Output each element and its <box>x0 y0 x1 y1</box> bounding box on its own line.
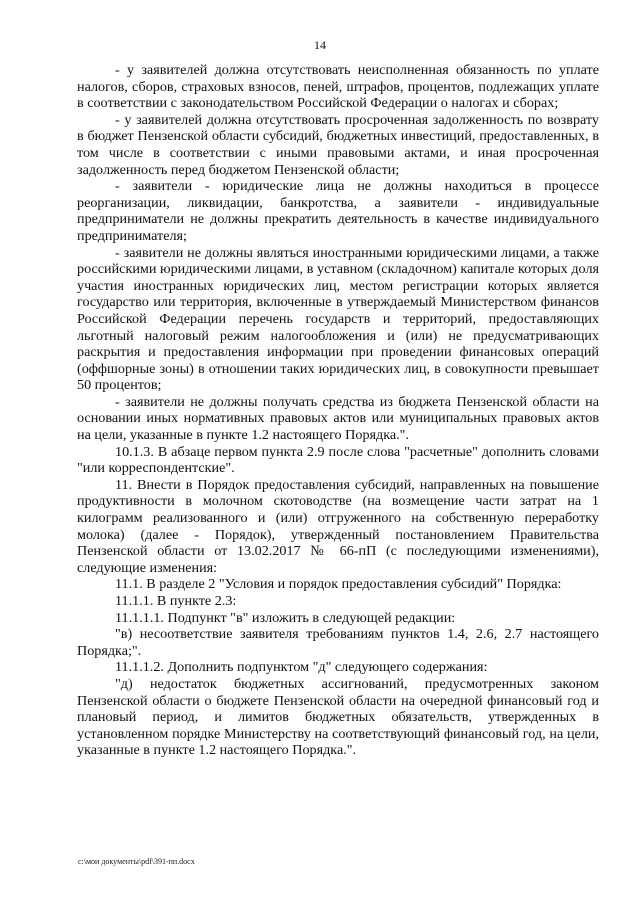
document-body <box>77 62 599 759</box>
paragraph-11: 11. Внести в Порядок предоставления субсидий, направленных на повышение продуктивности в молочном скотоводстве (на возмещение части затрат на 1 килограмм реализованного и (или) отгруженного на собственную переработку молока) (далее - Порядок), утвержденный постановлением Правительства Пензенской области от 13.02.2017 № 66-пП (с последующими изменениями), следующие изменения: <box>77 476 599 576</box>
paragraph-other-funding: - заявители не должны получать средства из бюджета Пензенской области на основании иных нормативных правовых актов или муниципальных правовых актов на цели, указанные в пункте 1.2 настоящего Порядка.". <box>77 393 599 444</box>
paragraph-11-1-1-1: 11.1.1.1. Подпункт "в" изложить в следующей редакции: <box>115 609 456 626</box>
paragraph-subpoint-d: "д) недостаток бюджетных ассигнований, предусмотренных законом Пензенской области о бюджете Пензенской области на очередной финансовый год и плановый период, и лимитов бюджетных обязательств, утвержденных в установленном порядке Министерству на соответствующий финансовый год, на цели, указанные в пункте 1.2 настоящего Порядка.". <box>77 675 599 759</box>
paragraph-10-1-3: 10.1.3. В абзаце первом пункта 2.9 после слова "расчетные" дополнить словами "или корреспондентские". <box>77 443 599 477</box>
paragraph-reorganization: - заявители - юридические лица не должны находиться в процессе реорганизации, ликвидации, банкротства, а заявители - индивидуальные предприниматели не должны прекратить деятельность в качестве индивидуального предпринимателя; <box>77 178 599 244</box>
paragraph-tax-obligation: - у заявителей должна отсутствовать неисполненная обязанность по уплате налогов, сборов, страховых взносов, пеней, штрафов, процентов, подлежащих уплате в соответствии с законодательством Российской Федерации о налогах и сборах; <box>77 62 599 112</box>
paragraph-11-1-1: 11.1.1. В пункте 2.3: <box>115 593 237 609</box>
paragraph-foreign-entities: - заявители не должны являться иностранными юридическими лицами, а также российскими юридическими лицами, в уставном (складочном) капитале которых доля участия иностранных юридических лиц, местом регистрации которых является государство или территория, включенные в утверждаемый Министерством финансов Российской Федерации перечень государств и территорий, предоставляющих льготный налоговый режим налогообложения и (или) не предусматривающих раскрытия и предоставления информации при проведении финансовых операций (оффшорные зоны) в отношении таких юридических лиц, в совокупности превышает 50 процентов; <box>77 244 599 394</box>
paragraph-11-1-1-2: 11.1.1.2. Дополнить подпунктом "д" следующего содержания: <box>115 659 488 676</box>
page-number: 14 <box>314 38 326 52</box>
footer-file-path: c:\мои документы\pdf\391-пп.docx <box>78 857 195 866</box>
paragraph-11-1: 11.1. В разделе 2 "Условия и порядок предоставления субсидий" Порядка: <box>115 576 562 593</box>
paragraph-subpoint-v: "в) несоответствие заявителя требованиям пунктов 1.4, 2.6, 2.7 настоящего Порядка;". <box>77 626 599 659</box>
paragraph-overdue-debt: - у заявителей должна отсутствовать просроченная задолженность по возврату в бюджет Пензенской области субсидий, бюджетных инвестиций, предоставленных, в том числе в соответствии с иными правовыми актами, и иная просроченная задолженность перед бюджетом Пензенской области; <box>77 111 599 178</box>
